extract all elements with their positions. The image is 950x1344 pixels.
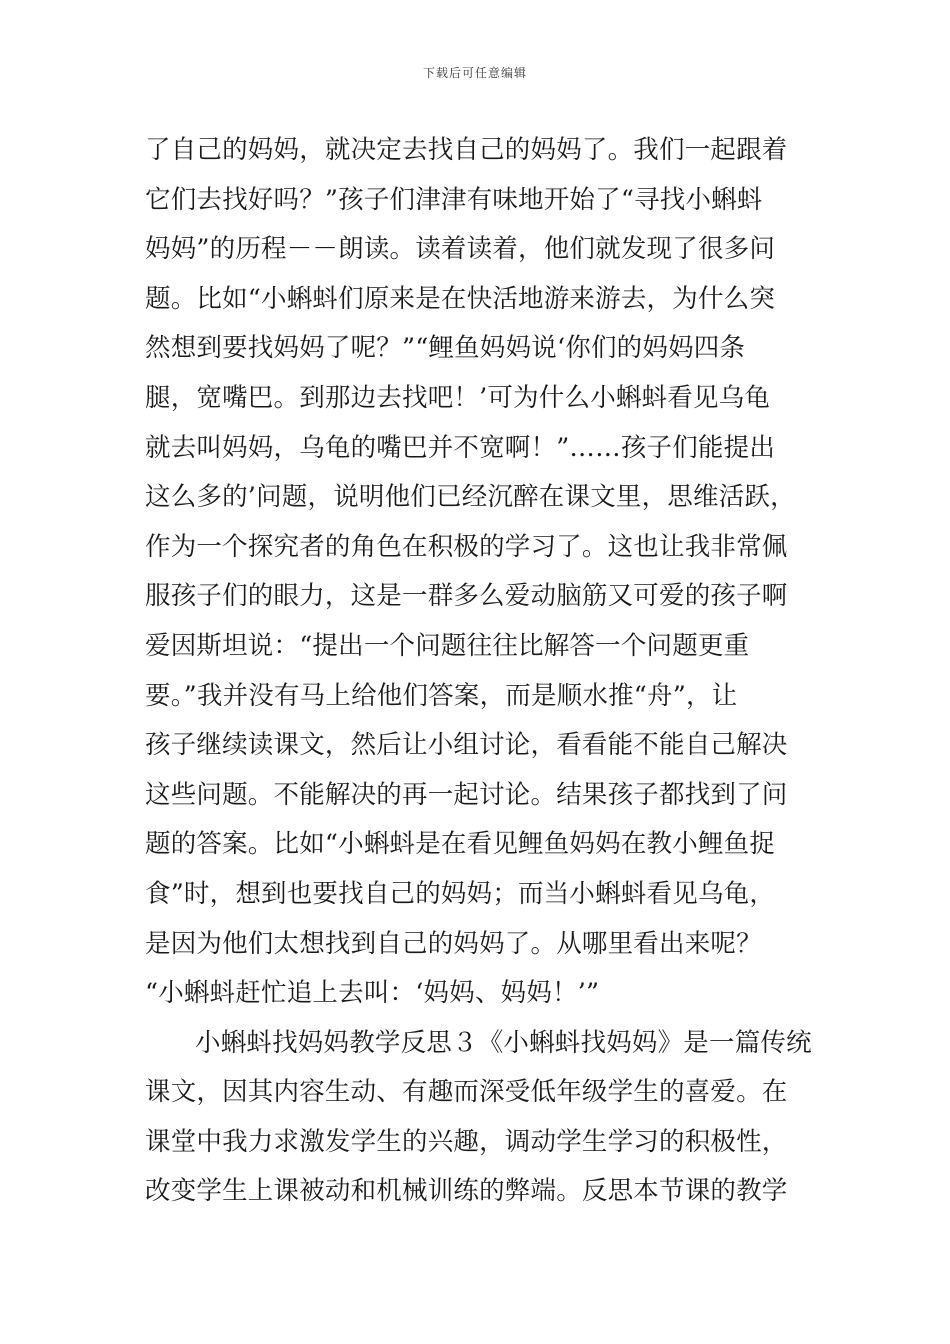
text-line: 课文，因其内容生动、有趣而深受低年级学生的喜爱。在: [145, 1077, 788, 1108]
text-line: 爱因斯坦说：“提出一个问题往往比解答一个问题更重: [145, 630, 750, 661]
text-line: 服孩子们的眼力，这是一群多么爱动脑筋又可爱的孩子啊: [145, 581, 788, 612]
text-line: 食”时，想到也要找自己的妈妈；而当小蝌蚪看见乌龟，: [145, 878, 776, 909]
text-line: 就去叫妈妈，乌龟的嘴巴并不宽啊！”……孩子们能提出: [145, 432, 776, 463]
text-line: 小蝌蚪找妈妈教学反思３《小蝌蚪找妈妈》是一篇传统: [195, 1027, 812, 1058]
text-line: 妈妈”的历程－－朗读。读着读着，他们就发现了很多问: [145, 234, 776, 265]
text-line: 这么多的’问题，说明他们已经沉醉在课文里，思维活跃，: [145, 482, 796, 513]
page-header: 下载后可任意编辑: [422, 66, 527, 80]
text-line: “小蝌蚪赶忙追上去叫：‘妈妈、妈妈！’”: [145, 978, 600, 1009]
text-line: 腿，宽嘴巴。到那边去找吧！’可为什么小蝌蚪看见乌龟: [145, 382, 771, 413]
text-line: 题。比如“小蝌蚪们原来是在快活地游来游去，为什么突: [145, 283, 776, 314]
text-line: 这些问题。不能解决的再一起讨论。结果孩子都找到了问: [145, 779, 788, 810]
text-line: 作为一个探究者的角色在积极的学习了。这也让我非常佩: [145, 531, 788, 562]
paragraph: [145, 1019, 825, 1217]
text-line: 孩子继续读课文，然后让小组讨论，看看能不能自己解决: [145, 730, 788, 761]
document-body: [145, 126, 825, 1217]
text-line: 了自己的妈妈，就决定去找自己的妈妈了。我们一起跟着: [145, 135, 788, 165]
text-line: 课堂中我力求激发学生的兴趣，调动学生学习的积极性，: [145, 1126, 788, 1157]
paragraph: [145, 126, 825, 1019]
text-line: 是因为他们太想找到自己的妈妈了。从哪里看出来呢？: [145, 928, 762, 959]
text-line: 改变学生上课被动和机械训练的弊端。反思本节课的教学: [145, 1176, 788, 1207]
text-line: 题的答案。比如“小蝌蚪是在看见鲤鱼妈妈在教小鲤鱼捉: [145, 829, 776, 860]
text-line: 然想到要找妈妈了呢？”“鲤鱼妈妈说‘你们的妈妈四条: [145, 333, 746, 364]
text-line: 要。”我并没有马上给他们答案，而是顺水推“舟”，让: [145, 680, 738, 711]
text-line: 它们去找好吗？”孩子们津津有味地开始了“寻找小蝌蚪: [145, 184, 763, 215]
